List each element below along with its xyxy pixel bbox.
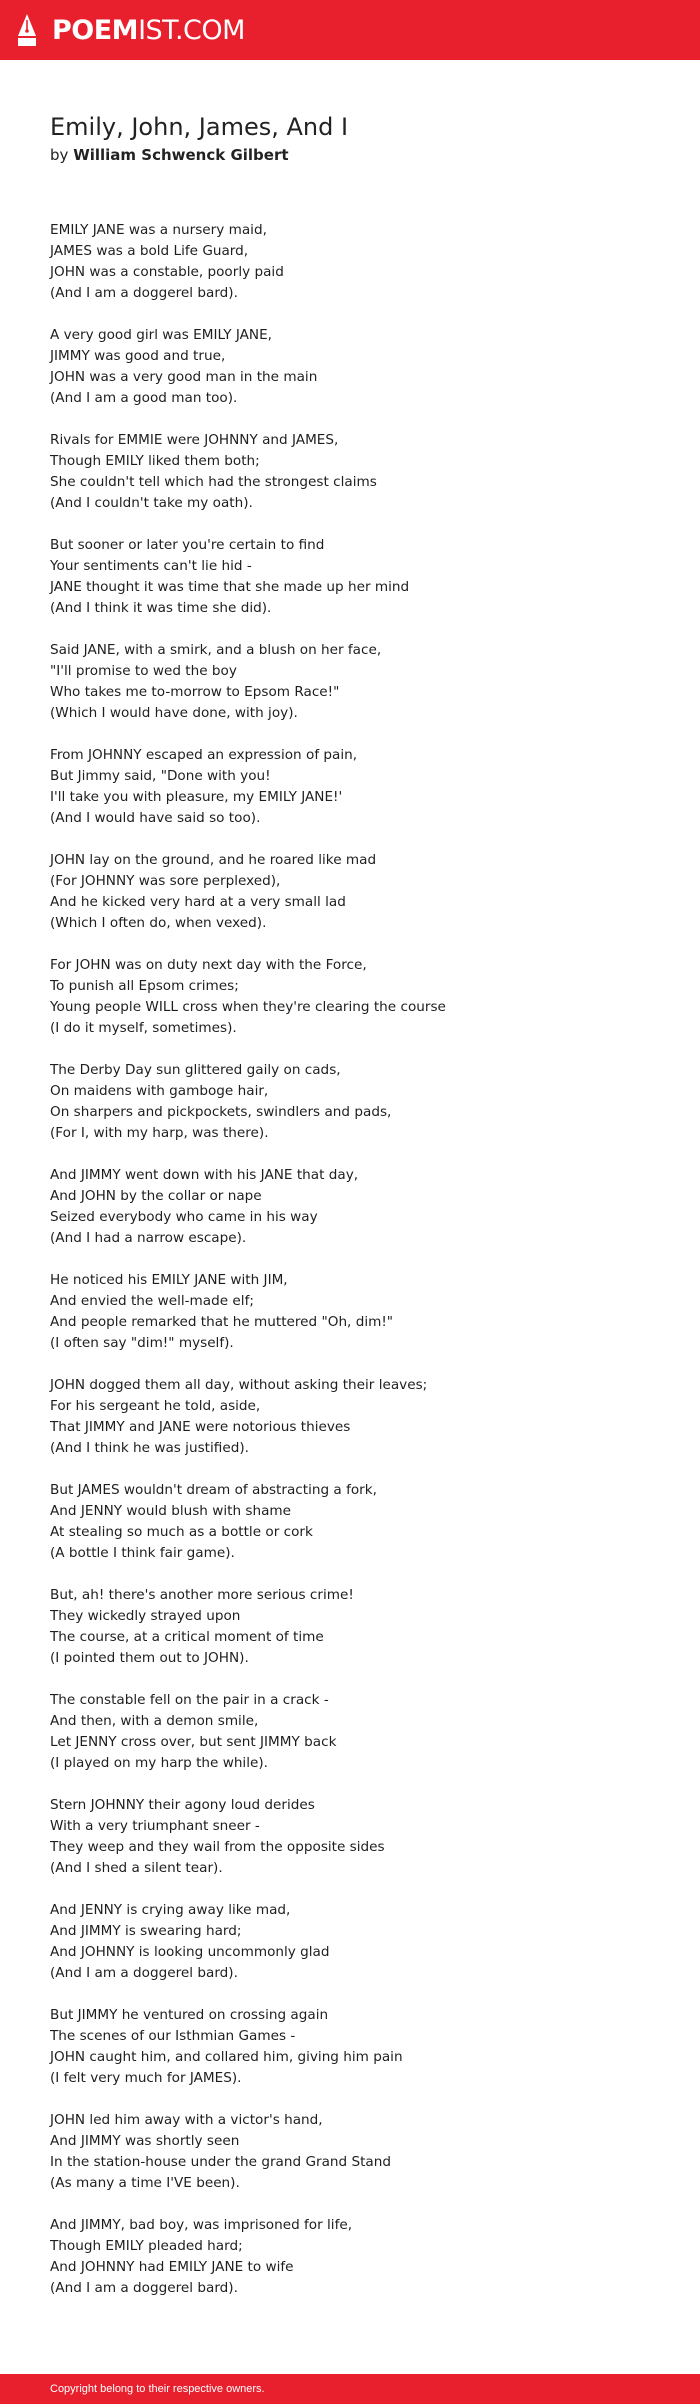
stanza (50, 2215, 680, 2299)
poem-line: (And I had a narrow escape). (50, 1230, 247, 1246)
poem-line: He noticed his EMILY JANE with JIM, (50, 1272, 288, 1288)
poem-line: (Which I would have done, with joy). (50, 705, 298, 721)
poem-line: (And I am a doggerel bard). (50, 2280, 238, 2296)
stanza (50, 2110, 680, 2194)
logo-text-light: IST.COM (138, 14, 245, 46)
poem-line: I'll take you with pleasure, my EMILY JANE!' (50, 789, 343, 805)
stanza (50, 1900, 680, 1984)
poem-line: And JIMMY went down with his JANE that day, (50, 1167, 359, 1183)
poem-line: The scenes of our Isthmian Games - (50, 2028, 296, 2044)
poem-line: She couldn't tell which had the strongest claims (50, 474, 377, 490)
poem-line: With a very triumphant sneer - (50, 1818, 260, 1834)
stanza (50, 1375, 680, 1459)
poem-line: On sharpers and pickpockets, swindlers and pads, (50, 1104, 392, 1120)
poem-line: They weep and they wail from the opposite sides (50, 1839, 385, 1855)
copyright-text: Copyright belong to their respective owners. (50, 2383, 265, 2395)
poem-line: (A bottle I think fair game). (50, 1545, 235, 1561)
stanza (50, 640, 680, 724)
poem-line: (And I think he was justified). (50, 1440, 249, 1456)
poem-line: EMILY JANE was a nursery maid, (50, 222, 267, 238)
poem-line: JOHN was a constable, poorly paid (50, 264, 284, 280)
stanza (50, 745, 680, 829)
stanza (50, 430, 680, 514)
site-logo-text (52, 15, 245, 46)
poem-line: JANE thought it was time that she made up her mind (50, 579, 410, 595)
stanza (50, 325, 680, 409)
poem-line: For JOHN was on duty next day with the Force, (50, 957, 367, 973)
poem-line: And JIMMY, bad boy, was imprisoned for life, (50, 2217, 353, 2233)
poem-line: And JIMMY is swearing hard; (50, 1923, 242, 1939)
poem-line: Who takes me to-morrow to Epsom Race!" (50, 684, 340, 700)
poem-byline (50, 145, 670, 165)
poem-line: (I felt very much for JAMES). (50, 2070, 242, 2086)
stanza (50, 1795, 680, 1879)
poem-line: For his sergeant he told, aside, (50, 1398, 261, 1414)
poem-line: Young people WILL cross when they're clearing the course (50, 999, 446, 1015)
poem-line: Stern JOHNNY their agony loud derides (50, 1797, 315, 1813)
poem-line: To punish all Epsom crimes; (50, 978, 239, 994)
poem-line: Seized everybody who came in his way (50, 1209, 318, 1225)
poem-line: JOHN caught him, and collared him, giving him pain (50, 2049, 403, 2065)
poem-line: (And I am a doggerel bard). (50, 1965, 238, 1981)
poem-line: (And I couldn't take my oath). (50, 495, 253, 511)
poem-line: Rivals for EMMIE were JOHNNY and JAMES, (50, 432, 339, 448)
poem-line: But sooner or later you're certain to find (50, 537, 325, 553)
poem-line: And JOHN by the collar or nape (50, 1188, 262, 1204)
logo-text-bold: POEM (52, 14, 139, 46)
pen-nib-icon (16, 13, 38, 47)
poem-line: (And I shed a silent tear). (50, 1860, 223, 1876)
poem-line: And envied the well-made elf; (50, 1293, 254, 1309)
poem-line: Said JANE, with a smirk, and a blush on her face, (50, 642, 382, 658)
poem-line: And JENNY would blush with shame (50, 1503, 292, 1519)
poem-title: Emily, John, James, And I (50, 113, 349, 141)
poem-line: And JOHNNY is looking uncommonly glad (50, 1944, 330, 1960)
poem-line: JOHN was a very good man in the main (50, 369, 318, 385)
stanza (50, 850, 680, 934)
poem-line: (I do it myself, sometimes). (50, 1020, 237, 1036)
poem-line: (Which I often do, when vexed). (50, 915, 267, 931)
poem-line: And he kicked very hard at a very small lad (50, 894, 346, 910)
site-footer (0, 2374, 700, 2404)
stanza (50, 1270, 680, 1354)
poem-line: (And I would have said so too). (50, 810, 261, 826)
poem-line: Let JENNY cross over, but sent JIMMY back (50, 1734, 337, 1750)
poem-line: And then, with a demon smile, (50, 1713, 259, 1729)
stanza (50, 1690, 680, 1774)
poem-line: But JIMMY he ventured on crossing again (50, 2007, 329, 2023)
poem-line: "I'll promise to wed the boy (50, 663, 237, 679)
poem-line: JOHN dogged them all day, without asking their leaves; (50, 1377, 428, 1393)
stanza (50, 535, 680, 619)
stanza (50, 2005, 680, 2089)
poem-line: But JAMES wouldn't dream of abstracting a fork, (50, 1482, 377, 1498)
poem-line: (And I am a doggerel bard). (50, 285, 238, 301)
poem-line: And people remarked that he muttered "Oh, dim!" (50, 1314, 394, 1330)
poem-line: At stealing so much as a bottle or cork (50, 1524, 313, 1540)
poem-line: Your sentiments can't lie hid - (50, 558, 252, 574)
poem-line: That JIMMY and JANE were notorious thieves (50, 1419, 351, 1435)
site-logo-link[interactable] (16, 13, 245, 47)
poem-line: (As many a time I'VE been). (50, 2175, 240, 2191)
poem-line: And JIMMY was shortly seen (50, 2133, 240, 2149)
poem-line: (I pointed them out to JOHN). (50, 1650, 249, 1666)
poem-line: They wickedly strayed upon (50, 1608, 241, 1624)
poem-line: Though EMILY pleaded hard; (50, 2238, 243, 2254)
poem-line: And JOHNNY had EMILY JANE to wife (50, 2259, 294, 2275)
poem-line: JIMMY was good and true, (50, 348, 226, 364)
poem-body (50, 220, 680, 2320)
poem-line: And JENNY is crying away like mad, (50, 1902, 291, 1918)
poem-line: (And I think it was time she did). (50, 600, 272, 616)
poem-line: A very good girl was EMILY JANE, (50, 327, 273, 343)
stanza (50, 955, 680, 1039)
poem-line: (And I am a good man too). (50, 390, 238, 406)
poem-line: But Jimmy said, "Done with you! (50, 768, 271, 784)
poem-line: JOHN lay on the ground, and he roared like mad (50, 852, 377, 868)
stanza (50, 1060, 680, 1144)
stanza (50, 1480, 680, 1564)
poem-line: But, ah! there's another more serious crime! (50, 1587, 354, 1603)
poem-line: (For I, with my harp, was there). (50, 1125, 269, 1141)
author-name[interactable]: William Schwenck Gilbert (73, 146, 289, 164)
poem-line: In the station-house under the grand Grand Stand (50, 2154, 392, 2170)
poem-line: The constable fell on the pair in a crack - (50, 1692, 329, 1708)
poem-line: (For JOHNNY was sore perplexed), (50, 873, 281, 889)
poem-header (50, 112, 670, 165)
stanza (50, 1585, 680, 1669)
byline-prefix: by (50, 146, 69, 164)
stanza (50, 220, 680, 304)
poem-line: JAMES was a bold Life Guard, (50, 243, 249, 259)
poem-line: The Derby Day sun glittered gaily on cads, (50, 1062, 341, 1078)
poem-line: On maidens with gamboge hair, (50, 1083, 269, 1099)
poem-line: The course, at a critical moment of time (50, 1629, 324, 1645)
poem-line: JOHN led him away with a victor's hand, (50, 2112, 323, 2128)
poem-line: Though EMILY liked them both; (50, 453, 260, 469)
poem-line: (I often say "dim!" myself). (50, 1335, 234, 1351)
poem-line: (I played on my harp the while). (50, 1755, 268, 1771)
stanza (50, 1165, 680, 1249)
site-header (0, 0, 700, 60)
poem-line: From JOHNNY escaped an expression of pain, (50, 747, 358, 763)
